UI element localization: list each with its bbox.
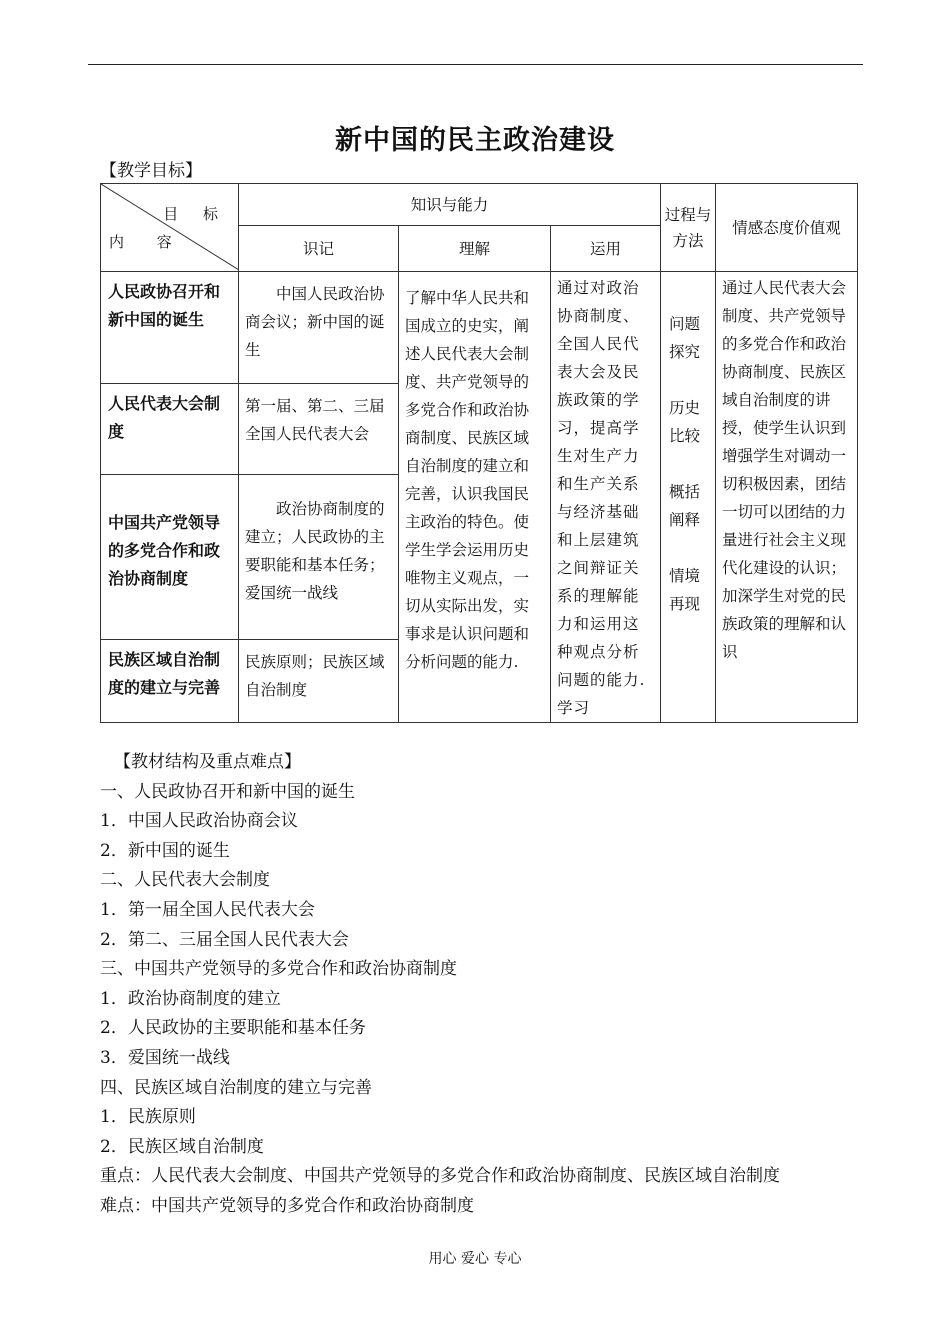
structure-line: 一、人民政协召开和新中国的诞生 — [100, 781, 355, 802]
apply-cell: 通过对政治协商制度、全国人民代表大会及民族政策的学习，提高学生对生产力和生产关系与经济基础和上层建筑之间辩证关系的理解能力和运用这种观点分析问题的能力.学习 — [551, 272, 661, 723]
subheader-apply: 运用 — [551, 226, 661, 272]
structure-line: 1．第一届全国人民代表大会 — [100, 899, 315, 920]
method-1: 问题探究 — [669, 315, 701, 361]
method-2: 历史比较 — [669, 399, 701, 445]
header-emotion: 情感态度价值观 — [716, 184, 858, 272]
structure-heading: 【教材结构及重点难点】 — [114, 752, 301, 772]
header-knowledge: 知识与能力 — [239, 184, 661, 226]
structure-line: 2．第二、三届全国人民代表大会 — [100, 929, 349, 950]
row-recall-4: 民族原则；民族区域自治制度 — [239, 640, 399, 723]
diag-goal-label: 目 标 — [163, 205, 228, 223]
structure-line: 三、中国共产党领导的多党合作和政治协商制度 — [100, 959, 457, 980]
structure-line: 2．人民政协的主要职能和基本任务 — [100, 1018, 366, 1039]
difficult-points: 难点：中国共产党领导的多党合作和政治协商制度 — [100, 1195, 474, 1216]
key-points: 重点：人民代表大会制度、中国共产党领导的多党合作和政治协商制度、民族区域自治制度 — [100, 1166, 780, 1187]
row-head-2: 人民代表大会制度 — [101, 384, 239, 475]
textbook-structure — [100, 748, 870, 1222]
diag-content-label: 内 容 — [109, 233, 186, 251]
goals-section-label: 【教学目标】 — [100, 161, 202, 181]
structure-line: 二、人民代表大会制度 — [100, 870, 270, 891]
row-head-3: 中国共产党领导的多党合作和政治协商制度 — [101, 475, 239, 640]
header-process: 过程与方法 — [661, 184, 716, 272]
method-4: 情境再现 — [669, 567, 701, 613]
row-head-4: 民族区域自治制度的建立与完善 — [101, 640, 239, 723]
subheader-understand: 理解 — [399, 226, 551, 272]
structure-line: 3．爱国统一战线 — [100, 1047, 230, 1068]
page-title: 新中国的民主政治建设 — [335, 125, 615, 156]
row-head-1: 人民政协召开和新中国的诞生 — [101, 272, 239, 384]
page-footer: 用心 爱心 专心 — [428, 1251, 522, 1267]
row-recall-1: 中国人民政治协商会议；新中国的诞生 — [239, 272, 399, 384]
diagonal-header-cell — [101, 184, 239, 272]
structure-line: 2．新中国的诞生 — [100, 840, 230, 861]
structure-line: 1．中国人民政治协商会议 — [100, 811, 298, 832]
row-recall-2: 第一届、第二、三届全国人民代表大会 — [239, 384, 399, 475]
method-3: 概括阐释 — [669, 483, 701, 529]
structure-line: 1．民族原则 — [100, 1107, 196, 1128]
emotion-cell: 通过人民代表大会制度、共产党领导的多党合作和政治协商制度、民族区域自治制度的讲授，使学生认识到增强学生对调动一切积极因素，团结一切可以团结的力量进行社会主义现代化建设的认识；加深学生对党的民族政策的理解和认识 — [716, 272, 858, 723]
structure-line: 2．民族区域自治制度 — [100, 1136, 264, 1157]
subheader-recall: 识记 — [239, 226, 399, 272]
understand-cell: 了解中华人民共和国成立的史实，阐述人民代表大会制度、共产党领导的多党合作和政治协商制度、民族区域自治制度的建立和完善，认识我国民主政治的特色。使学生学会运用历史唯物主义观点，一切从实际出发，实事求是认识问题和分析问题的能力. — [399, 272, 551, 723]
methods-cell — [661, 272, 716, 723]
teaching-goals-table — [100, 183, 858, 723]
structure-line: 1．政治协商制度的建立 — [100, 988, 281, 1009]
row-recall-3: 政治协商制度的建立；人民政协的主要职能和基本任务；爱国统一战线 — [239, 475, 399, 640]
header-rule — [88, 64, 863, 65]
structure-line: 四、民族区域自治制度的建立与完善 — [100, 1077, 372, 1098]
